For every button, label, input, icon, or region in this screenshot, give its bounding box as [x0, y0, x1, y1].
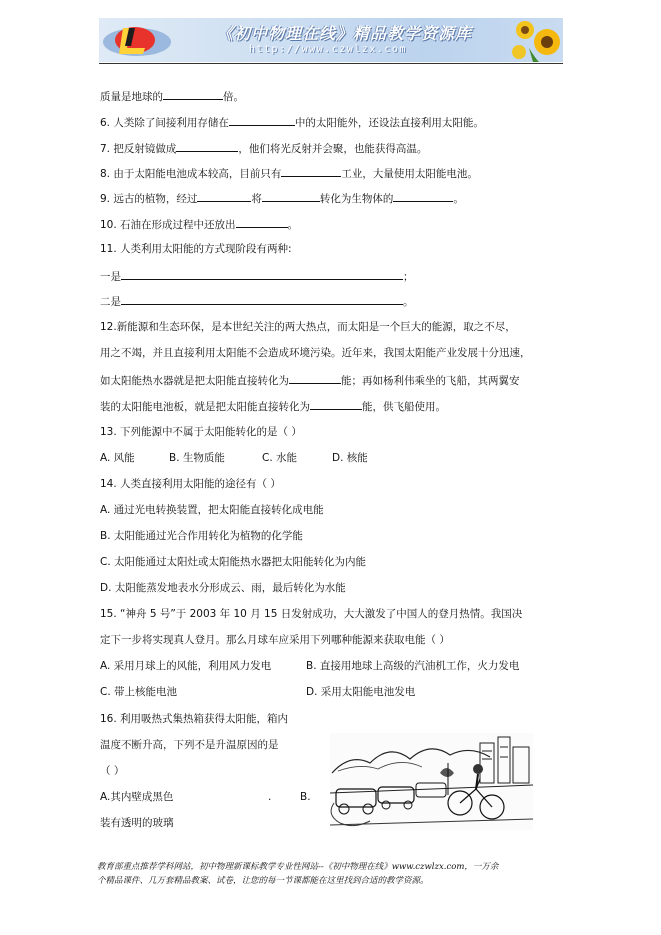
question-15-line-2: 定下一步将实现真人登月。那么月球车应采用下列哪种能源来获取电能（ ） — [100, 634, 450, 646]
answer-blank[interactable] — [281, 165, 341, 177]
q16-option-b[interactable]: B. — [300, 791, 311, 803]
question-16-line-3: （ ） — [100, 765, 125, 777]
question-11-b: 二是 。 — [100, 293, 414, 309]
header-banner — [99, 18, 563, 62]
q16-option-b-text: 装有透明的玻璃 — [100, 817, 174, 829]
answer-blank[interactable] — [262, 190, 320, 202]
q14-option-a[interactable]: A. 通过光电转换装置，把太阳能直接转化成电能 — [100, 504, 324, 516]
question-9: 9. 远古的植物，经过 将 转化为生物体的 。 — [100, 190, 464, 206]
answer-blank[interactable] — [393, 190, 453, 202]
question-16-line-1: 16. 利用吸热式集热箱获得太阳能，箱内 — [100, 713, 289, 725]
q16-option-a[interactable]: A.其内壁成黑色 — [100, 791, 174, 803]
answer-blank[interactable] — [236, 216, 288, 228]
q15-option-a[interactable]: A. 采用月球上的风能，利用风力发电 — [100, 660, 272, 672]
q13-option-a[interactable]: A. 风能 — [100, 452, 135, 464]
q14-option-d[interactable]: D. 太阳能蒸发地表水分形成云、雨，最后转化为水能 — [100, 582, 346, 594]
q13-option-c[interactable]: C. 水能 — [262, 452, 298, 464]
question-11-a: 一是 ； — [100, 268, 414, 284]
question-12-line-1: 12.新能源和生态环保，是本世纪关注的两大热点，而太阳是一个巨大的能源，取之不尽， — [100, 321, 516, 333]
question-16-line-2: 温度不断升高，下列不是升温原因的是 — [100, 739, 279, 751]
answer-blank[interactable] — [121, 293, 403, 305]
question-13: 13. 下列能源中不属于太阳能转化的是（ ） — [100, 426, 302, 438]
question-10: 10. 石油在形成过程中还放出 。 — [100, 216, 298, 232]
question-12-line-3: 如太阳能热水器就是把太阳能直接转化为 能；再如杨利伟乘坐的飞船，其两翼安 — [100, 372, 520, 388]
answer-blank[interactable] — [310, 398, 362, 410]
question-6: 6. 人类除了间接利用存储在 中的太阳能外，还设法直接利用太阳能。 — [100, 114, 484, 130]
footer-line-1: 教育部重点推荐学科网站，初中物理新课标教学专业性网站--《初中物理在线》www.czwlzx.com，一万余 — [97, 862, 499, 872]
question-11: 11. 人类利用太阳能的方式现阶段有两种: — [100, 243, 292, 255]
q16-dot: . — [268, 791, 272, 803]
answer-blank[interactable] — [121, 268, 403, 280]
pollution-street-illustration — [330, 733, 533, 830]
line-earth-mass: 质量是地球的 倍。 — [100, 88, 244, 104]
question-7: 7. 把反射镜做成 ，他们将光反射并会聚，也能获得高温。 — [100, 140, 427, 156]
question-12-line-2: 用之不竭，并且直接利用太阳能不会造成环境污染。近年来，我国太阳能产业发展十分迅速， — [100, 347, 531, 359]
site-logo — [101, 20, 179, 60]
header-rule — [99, 63, 563, 64]
footer-line-2: 个精品课件、几万套精品教案、试卷，让您的每一节课都能在这里找到合适的教学资源。 — [97, 876, 429, 886]
question-15-line-1: 15. “神舟 5 号”于 2003 年 10 月 15 日发射成功，大大激发了中国人的登月热情。我国决 — [100, 608, 523, 620]
question-12-line-4: 装的太阳能电池板，就是把太阳能直接转化为 能，供飞船使用。 — [100, 398, 446, 414]
answer-blank[interactable] — [197, 190, 251, 202]
answer-blank[interactable] — [289, 372, 341, 384]
q15-option-b[interactable]: B. 直接用地球上高级的汽油机工作，火力发电 — [306, 660, 520, 672]
answer-blank[interactable] — [176, 140, 238, 152]
sunflower-icon — [505, 18, 561, 62]
question-8: 8. 由于太阳能电池成本较高，目前只有 工业，大量使用太阳能电池。 — [100, 165, 478, 181]
q15-option-c[interactable]: C. 带上核能电池 — [100, 686, 178, 698]
site-title: 《初中物理在线》精品教学资源库 — [217, 24, 473, 43]
answer-blank[interactable] — [229, 114, 295, 126]
q14-option-b[interactable]: B. 太阳能通过光合作用转化为植物的化学能 — [100, 530, 303, 542]
answer-blank[interactable] — [163, 88, 223, 100]
q15-option-d[interactable]: D. 采用太阳能电池发电 — [306, 686, 416, 698]
question-14: 14. 人类直接利用太阳能的途径有（ ） — [100, 478, 281, 490]
q14-option-c[interactable]: C. 太阳能通过太阳灶或太阳能热水器把太阳能转化为内能 — [100, 556, 367, 568]
q13-option-b[interactable]: B. 生物质能 — [169, 452, 225, 464]
q13-option-d[interactable]: D. 核能 — [332, 452, 368, 464]
site-url[interactable]: http://www.czwlzx.com — [249, 44, 407, 55]
